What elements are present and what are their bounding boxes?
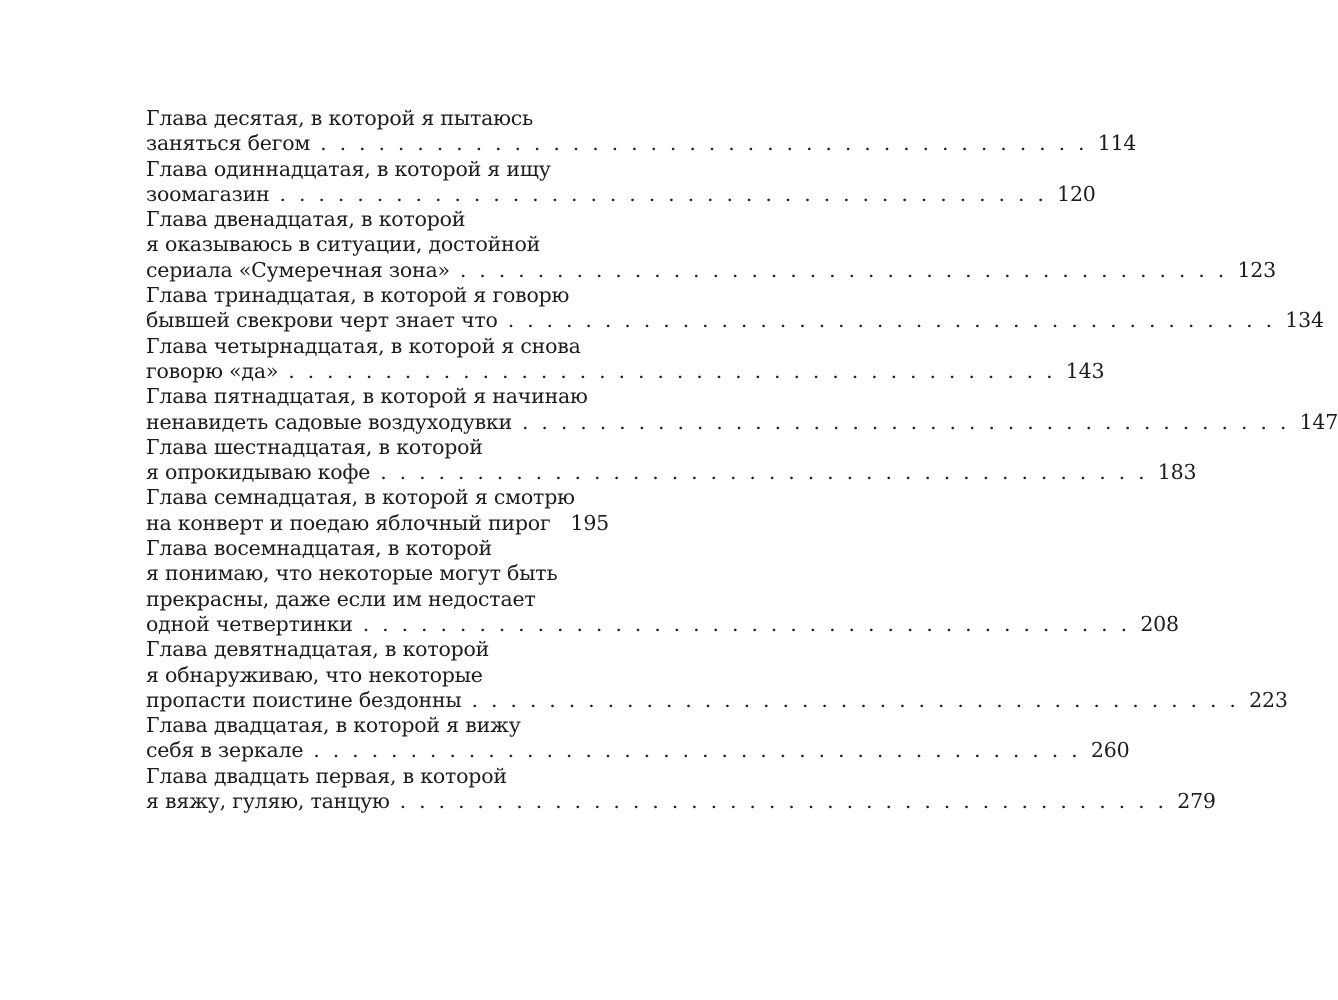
toc-entry-title-line: я понимаю, что некоторые могут быть — [146, 561, 558, 586]
toc-entry-title-line: Глава тринадцатая, в которой я говорю — [146, 283, 570, 308]
dot-leader: . . . . . . . . . . . . . . . . . . . . . . . . . . . . . . . . . . . . . . . . — [521, 409, 1290, 434]
toc-entry-last-line — [146, 181, 1096, 207]
toc-entry-last-line — [146, 257, 1276, 283]
toc-entry[interactable] — [146, 536, 1179, 637]
toc-entry-title-end: говорю «да» — [146, 358, 279, 383]
toc-entry-last-line — [146, 789, 1216, 814]
dot-leader: . . . . . . . . . . . . . . . . . . . . . . . . . . . . . . . . . . . . . . . . — [399, 789, 1168, 814]
dot-leader: . . . . . . . . . . . . . . . . . . . . . . . . . . . . . . . . . . . . . . . . — [459, 257, 1228, 282]
dot-leader: . . . . . . . . . . . . . . . . . . . . . . . . . . . . . . . . . . . . . . . . — [320, 131, 1088, 156]
toc-entry-page-number: 208 — [1140, 611, 1179, 636]
toc-entry[interactable] — [146, 637, 1288, 713]
toc-entry-page-number: 120 — [1057, 181, 1096, 206]
toc-entry[interactable] — [146, 156, 1096, 208]
toc-entry-page-number: 134 — [1285, 308, 1324, 333]
toc-entry[interactable] — [146, 485, 610, 536]
toc-entry-last-line — [146, 131, 1137, 156]
toc-entry-title-line: Глава девятнадцатая, в которой — [146, 637, 490, 662]
toc-entry-title-line: Глава одиннадцатая, в которой я ищу — [146, 156, 551, 181]
toc-entry-title-end: бывшей свекрови черт знает что — [146, 308, 498, 333]
toc-entry[interactable] — [146, 713, 1130, 764]
toc-entry-title-line: Глава восемнадцатая, в которой — [146, 536, 493, 561]
toc-entry-title-end: зоомагазин — [146, 181, 270, 206]
toc-entry-title-end: заняться бегом — [146, 131, 311, 156]
toc-entry-title-line: я обнаруживаю, что некоторые — [146, 662, 483, 687]
toc-entry-page-number: 123 — [1237, 257, 1276, 282]
toc-entry-page-number: 183 — [1157, 460, 1197, 485]
toc-entry-title-end: себя в зеркале — [146, 738, 304, 763]
toc-entry-last-line — [146, 409, 1338, 435]
toc-entry-title-line: я оказываюсь в ситуации, достойной — [146, 232, 541, 257]
dot-leader: . . . . . . . . . . . . . . . . . . . . . . . . . . . . . . . . . . . . . . . . — [288, 358, 1056, 383]
toc-entry-title-line: Глава четырнадцатая, в которой я снова — [146, 333, 581, 358]
dot-leader: . . . . . . . . . . . . . . . . . . . . . . . . . . . . . . . . . . . . . . . . — [279, 181, 1048, 206]
toc-entry-title-line: прекрасны, даже если им недостает — [146, 586, 536, 611]
dot-leader: . . . . . . . . . . . . . . . . . . . . . . . . . . . . . . . . . . . . . . . . — [313, 738, 1081, 763]
toc-entry-page-number: 279 — [1177, 789, 1216, 814]
toc-entry-last-line — [146, 358, 1105, 384]
toc-entry-title-line: Глава шестнадцатая, в которой — [146, 434, 483, 459]
toc-entry-last-line — [146, 460, 1197, 485]
toc-entry-page-number: 147 — [1299, 409, 1338, 434]
toc-entry-last-line — [146, 738, 1130, 763]
dot-leader: . . . . . . . . . . . . . . . . . . . . . . . . . . . . . . . . . . . . . . . . — [471, 687, 1240, 712]
toc-entry[interactable] — [146, 333, 1105, 385]
toc-entry-page-number: 114 — [1097, 131, 1137, 156]
toc-entry-title-line: Глава десятая, в которой я пытаюсь — [146, 106, 534, 130]
toc-entry-title-line: Глава двадцать первая, в которой — [146, 763, 507, 788]
toc-entry[interactable] — [146, 763, 1216, 815]
dot-leader: . . . . . . . . . . . . . . . . . . . . . . . . . . . . . . . . . . . . . . . . — [380, 460, 1148, 485]
toc-entry-title-end: я опрокидываю кофе — [146, 460, 371, 485]
toc-entry-title-end: пропасти поистине бездонны — [146, 687, 462, 712]
toc-entry-last-line — [146, 687, 1288, 713]
toc-entry-title-line: Глава семнадцатая, в которой я смотрю — [146, 485, 575, 510]
toc-entry-page-number: 195 — [570, 510, 610, 535]
toc-entry-title-end: сериала «Сумеречная зона» — [146, 257, 450, 282]
toc-entry-last-line — [146, 611, 1179, 637]
toc-entry-title-end: на конверт и поедаю яблочный пирог — [146, 510, 551, 535]
toc-entry-title-line: Глава двенадцатая, в которой — [146, 207, 466, 232]
toc-entry-title-line: Глава пятнадцатая, в которой я начинаю — [146, 384, 588, 409]
toc-entry-title-end: я вяжу, гуляю, танцую — [146, 789, 390, 814]
dot-leader: . . . . . . . . . . . . . . . . . . . . . . . . . . . . . . . . . . . . . . . . — [362, 611, 1131, 636]
toc-entry-title-end: ненавидеть садовые воздуходувки — [146, 409, 512, 434]
toc-entry-title-end: одной четвертинки — [146, 611, 353, 636]
toc-entry-page-number: 260 — [1090, 738, 1130, 763]
toc-entry[interactable] — [146, 384, 1338, 435]
dot-leader: . . . . . . . . . . . . . . . . . . . . . . . . . . . . . . . . . . . . . . . . — [507, 308, 1276, 333]
toc-entry-last-line — [146, 510, 610, 536]
toc-entry[interactable] — [146, 283, 1324, 334]
toc-entry-page-number: 223 — [1249, 687, 1288, 712]
toc-entry-last-line — [146, 308, 1324, 333]
toc-entry[interactable] — [146, 106, 1137, 157]
table-of-contents — [146, 106, 1338, 814]
toc-entry-title-line: Глава двадцатая, в которой я вижу — [146, 713, 521, 738]
toc-entry[interactable] — [146, 434, 1197, 486]
toc-entry-page-number: 143 — [1065, 358, 1105, 383]
toc-entry[interactable] — [146, 207, 1276, 283]
